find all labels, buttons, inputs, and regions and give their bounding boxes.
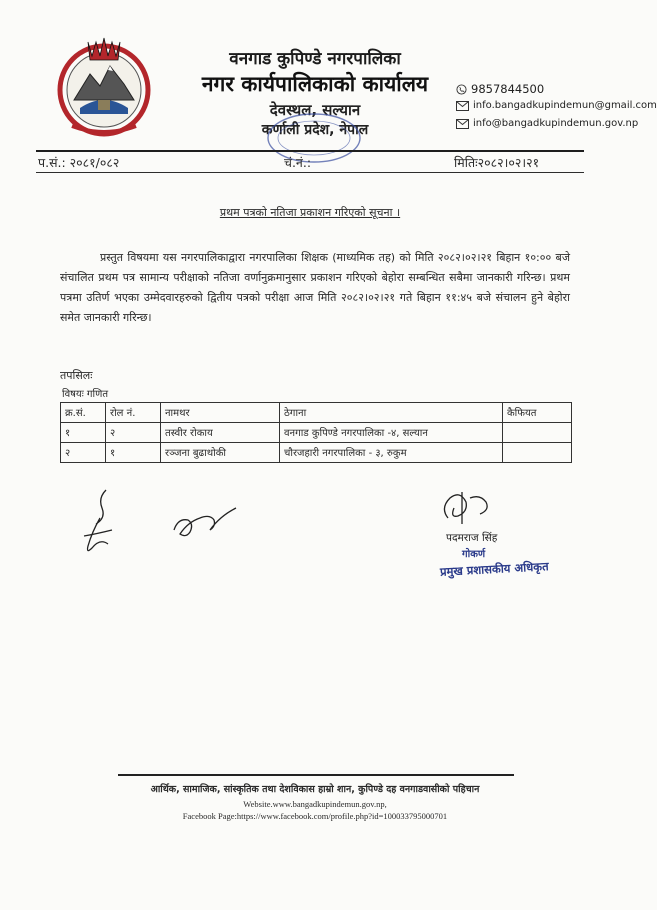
- envelope-icon: [456, 119, 469, 129]
- cell-address: चौरजहारी नगरपालिका - ३, रुकुम: [280, 443, 503, 463]
- footer-divider: [118, 774, 514, 776]
- header-name: नामथर: [161, 403, 280, 423]
- letter-date: मितिः२०८२।०२।२१: [454, 155, 540, 170]
- notice-subject: प्रथम पत्रको नतिजा प्रकाशन गरिएको सूचना ।: [219, 206, 401, 219]
- dispatch-number: चं.नं.:: [284, 155, 312, 170]
- email-gmail[interactable]: info.bangadkupindemun@gmail.com: [473, 100, 657, 111]
- office-location: देवस्थल, सल्यान: [269, 101, 361, 119]
- footer-tagline: आर्थिक, सामाजिक, सांस्कृतिक तथा देशविकास हाम्रो शान, कुपिण्डे दह वनगाडवासीको पहिचान: [150, 784, 480, 795]
- header-roll: रोल नं.: [106, 403, 161, 423]
- cell-roll: २: [106, 423, 161, 443]
- signer-name: पदमराज सिंह: [446, 532, 498, 544]
- table-row: [61, 423, 572, 443]
- cell-name: तस्वीर रोकाय: [161, 423, 280, 443]
- signer-stamp-name: गोकर्ण: [462, 549, 486, 560]
- table-header-row: [61, 403, 572, 423]
- handwritten-signature: [170, 500, 240, 542]
- letter-number: प.सं.: २०८१/०८२: [38, 155, 120, 170]
- cell-serial: १: [61, 423, 106, 443]
- envelope-icon: [456, 101, 469, 111]
- email-contact-gov: [456, 118, 638, 129]
- office-stamp: [264, 110, 364, 165]
- header-serial: क्र.सं.: [61, 403, 106, 423]
- handwritten-signature: [436, 488, 496, 528]
- phone-contact: [456, 82, 544, 96]
- municipality-name: वनगाड कुपिण्डे नगरपालिका: [229, 49, 401, 69]
- header-remarks: कैफियत: [503, 403, 572, 423]
- signer-designation: प्रमुख प्रशासकीय अधिकृत: [439, 559, 549, 579]
- footer-website[interactable]: Website.www.bangadkupindemun.gov.np,: [243, 799, 387, 809]
- phone-icon: [456, 84, 467, 95]
- email-contact-gmail: [456, 100, 657, 111]
- details-label: तपसिलः: [60, 369, 93, 382]
- cell-serial: २: [61, 443, 106, 463]
- email-gov[interactable]: info@bangadkupindemun.gov.np: [473, 118, 639, 129]
- cell-remarks: [503, 443, 572, 463]
- cell-address: वनगाड कुपिण्डे नगरपालिका -४, सल्यान: [280, 423, 503, 443]
- table-row: [61, 443, 572, 463]
- header-address: ठेगाना: [280, 403, 503, 423]
- footer-facebook[interactable]: Facebook Page:https://www.facebook.com/profile.php?id=100033795000701: [182, 811, 448, 821]
- cell-roll: १: [106, 443, 161, 463]
- cell-name: रञ्जना बुढाथोकी: [161, 443, 280, 463]
- results-table: [60, 402, 572, 463]
- nepal-government-emblem: [52, 34, 156, 138]
- office-province: कर्णाली प्रदेश, नेपाल: [261, 122, 369, 138]
- reference-divider: [36, 172, 584, 173]
- office-name: नगर कार्यपालिकाको कार्यालय: [201, 72, 429, 96]
- subject-label: विषयः गणित: [62, 389, 109, 400]
- notice-body: प्रस्तुत विषयमा यस नगरपालिकाद्वारा नगरपालिका शिक्षक (माध्यमिक तह) को मिति २०८२।०२।२१ बिहान १०:०० बजे संचालित प्रथम पत्र सामान्य परीक्षाको नतिजा वर्णानुक्रमानुसार प्रकाशन गरिएको बेहोरा सम्बन्धित सबैमा जानकारी गरिन्छ। प्रथम पत्रमा उतिर्ण भएका उम्मेदवारहरुको द्वितीय पत्रको परीक्षा आज मिति २०८२।०२।२१ गते बिहान ११:४५ बजे संचालन हुने बेहोरा समेत जानकारी गरिन्छ।: [60, 251, 570, 324]
- phone-number[interactable]: 9857844500: [471, 82, 545, 96]
- cell-remarks: [503, 423, 572, 443]
- header-divider: [36, 150, 584, 152]
- handwritten-signature: [78, 488, 118, 566]
